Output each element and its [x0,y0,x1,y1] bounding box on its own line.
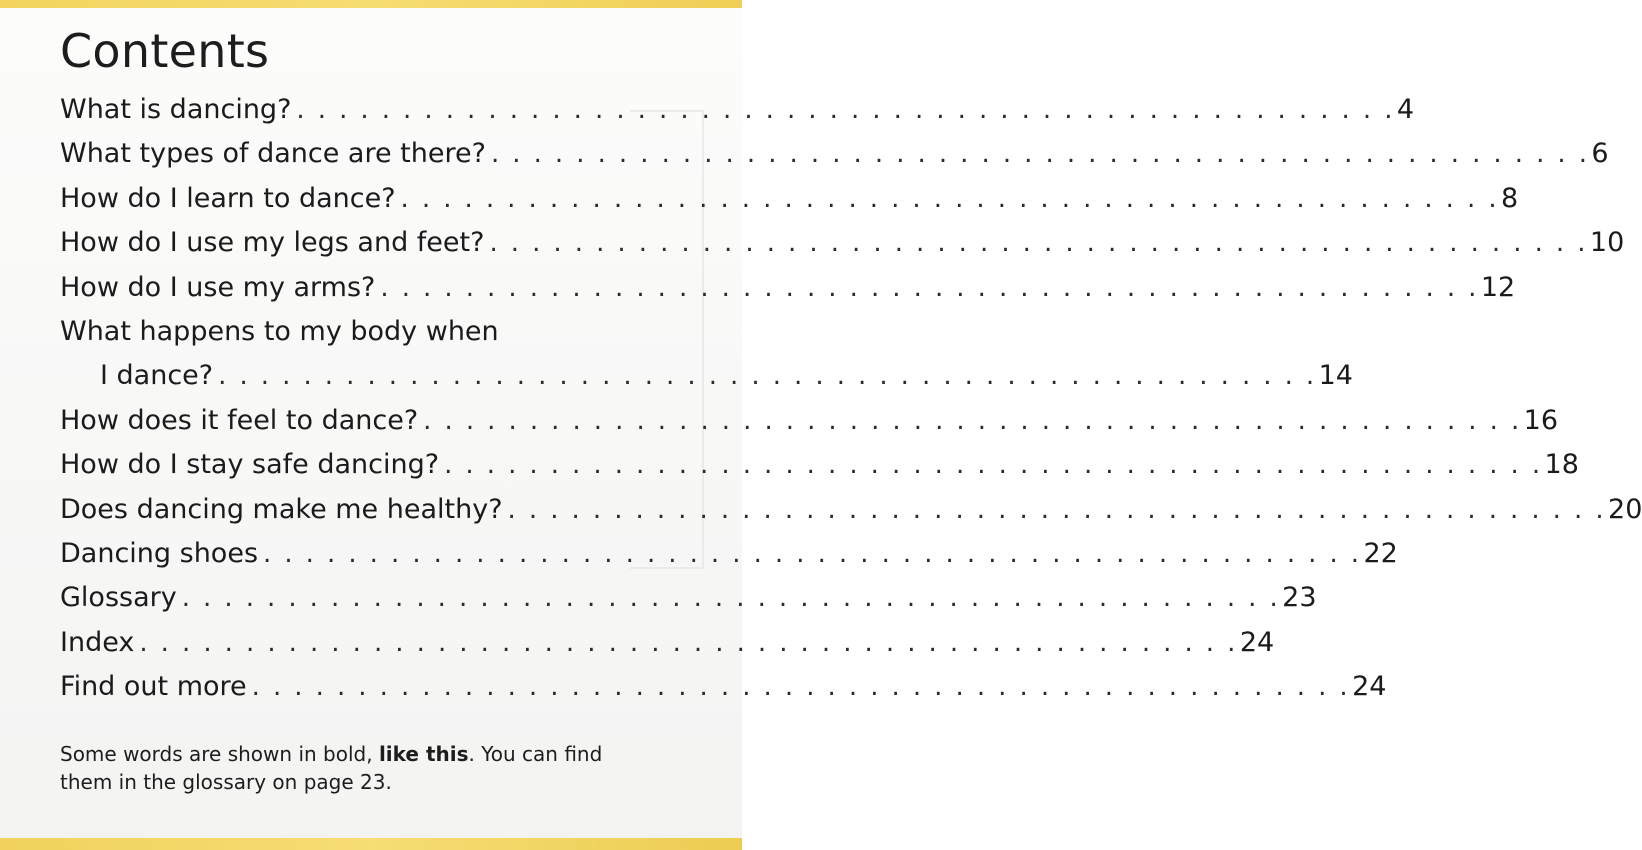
toc-entry-continuation [60,354,1353,398]
toc-entry-title: Index [60,626,135,658]
toc-entry-title: How do I learn to dance? [60,182,396,214]
toc-entry [60,266,1516,310]
toc-page-number: 24 [1239,626,1275,658]
toc-entry-title: How do I use my arms? [60,271,376,303]
page-title: Contents [60,24,270,78]
toc-page-number: 20 [1608,493,1642,525]
toc-page-number: 18 [1544,449,1579,481]
toc-page-number: 8 [1501,182,1519,214]
dot-leader: . . . . . . . . . . . . . . . . . . . . . . . . . . . . . . . . . . . . . . . . . . . . . . . . . . . . [400,183,1499,214]
note-text-after: . You can find them in the glossary on page 23. [60,742,603,794]
toc-entry [60,621,1275,665]
toc-entry [60,399,1558,443]
toc-entry [60,443,1579,487]
table-of-contents [60,88,1642,709]
toc-entry [60,221,1625,265]
toc-entry-title: What is dancing? [60,94,292,125]
toc-page-number: 24 [1352,671,1387,703]
note-text-before: Some words are shown in bold, [60,742,379,766]
toc-entry [60,488,1642,532]
toc-page-number: 10 [1589,227,1625,259]
toc-entry-title: How do I stay safe dancing? [60,449,440,481]
toc-page-number: 12 [1480,271,1516,303]
dot-leader: . . . . . . . . . . . . . . . . . . . . . . . . . . . . . . . . . . . . . . . . . . . . . . . . . . . . [489,228,1588,259]
top-yellow-band [0,0,742,8]
toc-entry-title: Does dancing make me healthy? [60,493,503,525]
toc-entry-title: How do I use my legs and feet? [60,227,485,259]
toc-entry-title: What types of dance are there? [60,138,486,170]
dot-leader: . . . . . . . . . . . . . . . . . . . . . . . . . . . . . . . . . . . . . . . . . . . . . . . . . . . . [251,672,1351,703]
toc-entry-title: Glossary [60,582,177,614]
dot-leader: . . . . . . . . . . . . . . . . . . . . . . . . . . . . . . . . . . . . . . . . . . . . . . . . . . . . [507,494,1607,525]
toc-entry [60,132,1609,176]
toc-entry [60,310,604,354]
toc-page-number: 23 [1282,582,1317,614]
toc-entry-title-continued: I dance? [100,360,214,392]
toc-entry [60,88,1415,132]
toc-entry [60,665,1387,709]
toc-entry [60,532,1398,576]
glossary-note [60,740,620,796]
dot-leader: . . . . . . . . . . . . . . . . . . . . . . . . . . . . . . . . . . . . . . . . . . . . . . . . . . . . [218,361,1317,392]
toc-page-number: 14 [1318,360,1353,392]
toc-entry-title: Dancing shoes [60,537,259,569]
toc-entry-title: How does it feel to dance? [60,404,419,436]
dot-leader: . . . . . . . . . . . . . . . . . . . . . . . . . . . . . . . . . . . . . . . . . . . . . . . . . . . . [181,583,1281,614]
dot-leader: . . . . . . . . . . . . . . . . . . . . . . . . . . . . . . . . . . . . . . . . . . . . . . . . . . . . [490,139,1590,170]
toc-entry-title: Find out more [60,671,247,703]
dot-leader: . . . . . . . . . . . . . . . . . . . . . . . . . . . . . . . . . . . . . . . . . . . . . . . . . . . . [296,95,1395,125]
toc-entry [60,177,1519,221]
bottom-yellow-band [0,838,742,850]
dot-leader: . . . . . . . . . . . . . . . . . . . . . . . . . . . . . . . . . . . . . . . . . . . . . . . . . . . . [444,450,1543,481]
dot-leader: . . . . . . . . . . . . . . . . . . . . . . . . . . . . . . . . . . . . . . . . . . . . . . . . . . . . [263,538,1362,569]
toc-page-number: 6 [1591,138,1609,170]
toc-entry-title: What happens to my body when [60,315,499,347]
dot-leader: . . . . . . . . . . . . . . . . . . . . . . . . . . . . . . . . . . . . . . . . . . . . . . . . . . . . [423,405,1522,436]
toc-page-number: 4 [1396,94,1415,125]
dot-leader: . . . . . . . . . . . . . . . . . . . . . . . . . . . . . . . . . . . . . . . . . . . . . . . . . . . . [380,272,1479,303]
toc-entry [60,576,1317,620]
toc-page-number: 16 [1523,404,1558,436]
dot-leader: . . . . . . . . . . . . . . . . . . . . . . . . . . . . . . . . . . . . . . . . . . . . . . . . . . . . [139,627,1238,658]
toc-page-number: 22 [1363,537,1398,569]
note-bold-example: like this [378,742,469,766]
